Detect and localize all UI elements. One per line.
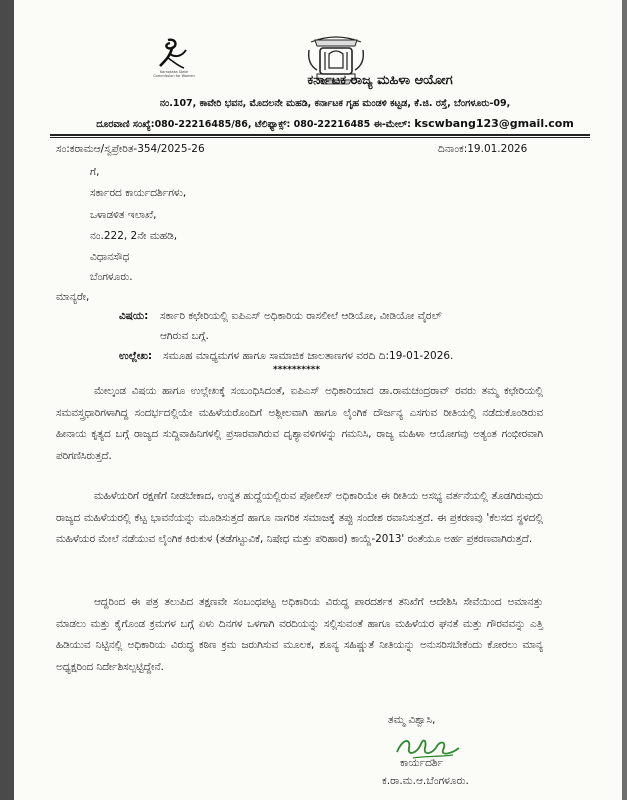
subject-label: ವಿಷಯ:: [119, 310, 149, 322]
to-line: ನಂ.222, 2ನೇ ಮಹಡಿ,: [90, 230, 178, 242]
paragraph-text: ಮಹಿಳೆಯರಿಗೆ ರಕ್ಷಣೆಗೆ ನೀಡಬೇಕಾದ, ಉನ್ನತ ಹುದ್ದೆಯಲ್ಲಿರುವ ಪೋಲೀಸ್ ಅಧಿಕಾರಿಯೇ ಈ ರೀತಿಯ ಅಸಭ್ಯ ವರ್ತನೆಯಲ್ಲಿ ತೊಡಗಿರುವುದು ರಾಜ್ಯದ ಮಹಿಳೆಯರಲ್ಲಿ ಕೆಟ್ಟ ಭಾವನೆಯನ್ನು ಮೂಡಿಸುತ್ತದೆ ಹಾಗೂ ನಾಗರಿಕ ಸಮಾಜಕ್ಕೆ ತಪ್ಪು ಸಂದೇಶ ರವಾನಿಸುತ್ತದೆ. ಈ ಪ್ರಕರಣವು 'ಕೆಲಸದ ಸ್ಥಳದಲ್ಲಿ ಮಹಿಳೆಯರ ಮೇಲೆ ನಡೆಯುವ ಲೈಂಗಿಕ ಕಿರುಕುಳ (ತಡೆಗಟ್ಟುವಿಕೆ, ನಿಷೇಧ ಮತ್ತು ಪರಿಹಾರ) ಕಾಯ್ದೆ-2013' ರಂತೆಯೂ ಅರ್ಹ ಪ್ರಕರಣವಾಗಿರುತ್ತದೆ.: [56, 490, 543, 545]
reference-number: ಸಂ:ಕರಾಮಆ/ಸ್ವಪ್ರೇರಿತ-354/2025-26: [56, 143, 205, 155]
body-paragraph: [56, 592, 543, 678]
to-line: ಸರ್ಕಾರದ ಕಾರ್ಯದರ್ಶಿಗಳು,: [90, 187, 187, 199]
to-line: ಒಳಾಡಳಿತ ಇಲಾಖೆ,: [90, 209, 157, 221]
signatory-title: ಕಾರ್ಯದರ್ಶಿ: [400, 757, 444, 769]
signatory-organization: ಕ.ರಾ.ಮ.ಆ.ಬೆಂಗಳೂರು.: [382, 775, 469, 787]
body-paragraph: [56, 381, 543, 467]
organization-contact: [80, 117, 590, 130]
letter-date: ದಿನಾಂಕ:19.01.2026: [438, 143, 528, 155]
salutation: ಮಾನ್ಯರೇ,: [56, 291, 90, 303]
closing: ತಮ್ಮ ವಿಶ್ವಾಸಿ,: [388, 714, 436, 726]
scan-shadow: [0, 0, 14, 800]
subject-line: ಸರ್ಕಾರಿ ಕಛೇರಿಯಲ್ಲಿ ಐಪಿಎಸ್ ಅಧಿಕಾರಿಯ ರಾಸಲೀಲೆ ಆಡಿಯೋ, ವೀಡಿಯೋ ವೈರಲ್: [160, 310, 442, 322]
to-line: ಬೆಂಗಳೂರು.: [90, 271, 133, 283]
woman-figure-icon: [148, 36, 198, 70]
phone-label: ದೂರವಾಣಿ ಸಂಖ್ಯೆ:: [96, 119, 155, 130]
header-divider-thin: [50, 137, 590, 138]
organization-address: ನಂ.107, ಕಾವೇರಿ ಭವನ, ಮೊದಲನೇ ಮಹಡಿ, ಕರ್ನಾಟಕ ಗೃಹ ಮಂಡಳಿ ಕಟ್ಟಡ, ಕೆ.ಜಿ. ರಸ್ತೆ, ಬೆಂಗಳೂರು-09,: [159, 98, 511, 109]
commission-logo: [148, 36, 198, 86]
fax-label: ಟೆಲಿಫ್ಯಾಕ್ಸ್:: [254, 119, 291, 130]
reference-label: ಉಲ್ಲೇಖ:: [119, 350, 153, 362]
organization-title: ಕರ್ನಾಟಕ ರಾಜ್ಯ ಮಹಿಳಾ ಆಯೋಗ: [307, 73, 453, 88]
header-divider: [50, 134, 590, 136]
to-line: ಗೆ,: [90, 166, 100, 178]
separator: **********: [273, 365, 321, 375]
to-line: ವಿಧಾನಸೌಧ: [90, 251, 130, 263]
logo-caption: Karnataka State Commission for Women: [153, 70, 195, 78]
email-label: ಈ-ಮೇಲ್:: [373, 119, 411, 130]
body-paragraph: [56, 486, 543, 551]
reference-text: ಸಮೂಹ ಮಾಧ್ಯಮಗಳ ಹಾಗೂ ಸಾಮಾಜಿಕ ಜಾಲತಾಣಗಳ ವರದಿ ದಿ:19-01-2026.: [163, 350, 454, 362]
paragraph-text: ಆದ್ದರಿಂದ ಈ ಪತ್ರ ತಲುಪಿದ ತಕ್ಷಣವೇ ಸಂಬಂಧಪಟ್ಟ ಅಧಿಕಾರಿಯ ವಿರುದ್ಧ ಪಾರದರ್ಶಕ ತನಿಖೆಗೆ ಆದೇಶಿಸಿ ಸೇವೆಯಿಂದ ಅಮಾನತ್ತು ಮಾಡಲು ಮತ್ತು ಕೈಗೊಂಡ ಕ್ರಮಗಳ ಬಗ್ಗೆ ಏಳು ದಿನಗಳ ಒಳಗಾಗಿ ವರದಿಯನ್ನು ಸಲ್ಲಿಸುವಂತೆ ಹಾಗೂ ಮಹಿಳೆಯರ ಘನತೆ ಮತ್ತು ಗೌರವವನ್ನು ಎತ್ತಿ ಹಿಡಿಯುವ ನಿಟ್ಟಿನಲ್ಲಿ ಅಧಿಕಾರಿಯ ವಿರುದ್ಧ ಕಠಿಣ ಕ್ರಮ ಜರುಗಿಸುವ ಮೂಲಕ, ಶೂನ್ಯ ಸಹಿಷ್ಣುತೆ ನೀತಿಯನ್ನು ಅನುಸರಿಸಬೇಕೆಂದು ಕೋರಲು ಮಾನ್ಯ ಅಧ್ಯಕ್ಷರಿಂದ ನಿರ್ದೇಶಿಸಲ್ಪಟ್ಟಿದ್ದೇನೆ.: [56, 596, 543, 673]
paragraph-text: ಮೇಲ್ಕಂಡ ವಿಷಯ ಹಾಗೂ ಉಲ್ಲೇಖಕ್ಕೆ ಸಂಬಂಧಿಸಿದಂತೆ, ಐಪಿಎಸ್ ಅಧಿಕಾರಿಯಾದ ಡಾ.ರಾಮಚಂದ್ರರಾವ್ ರವರು ತಮ್ಮ ಕಛೇರಿಯಲ್ಲಿ ಸಮವಸ್ತ್ರಧಾರಿಗಳಾಗಿದ್ದ ಸಂದರ್ಭದಲ್ಲಿಯೇ ಮಹಿಳೆಯರೊಂದಿಗೆ ಅಶ್ಲೀಲವಾಗಿ ಹಾಗೂ ಲೈಂಗಿಕ ದೌರ್ಜನ್ಯ ಎಸಗುವ ರೀತಿಯಲ್ಲಿ ನಡೆದುಕೊಂಡಿರುವ ಹೀನಾಯ ಕೃತ್ಯದ ಬಗ್ಗೆ ರಾಜ್ಯದ ಸುದ್ದಿವಾಹಿನಿಗಳಲ್ಲಿ ಪ್ರಸಾರವಾಗಿರುವ ದೃಶ್ಯಾವಳಿಗಳನ್ನು ಗಮನಿಸಿ, ರಾಜ್ಯ ಮಹಿಳಾ ಆಯೋಗವು ಅತ್ಯಂತ ಗಂಭೀರವಾಗಿ ಪರಿಗಣಿಸಿರುತ್ತದೆ.: [56, 385, 543, 462]
email-address: kscwbang123@gmail.com: [414, 117, 574, 130]
phone-number: 080-22216485/86,: [154, 119, 252, 130]
subject-line: ಆಗಿರುವ ಬಗ್ಗೆ.: [160, 330, 209, 342]
fax-number: 080-22216485: [293, 119, 371, 130]
